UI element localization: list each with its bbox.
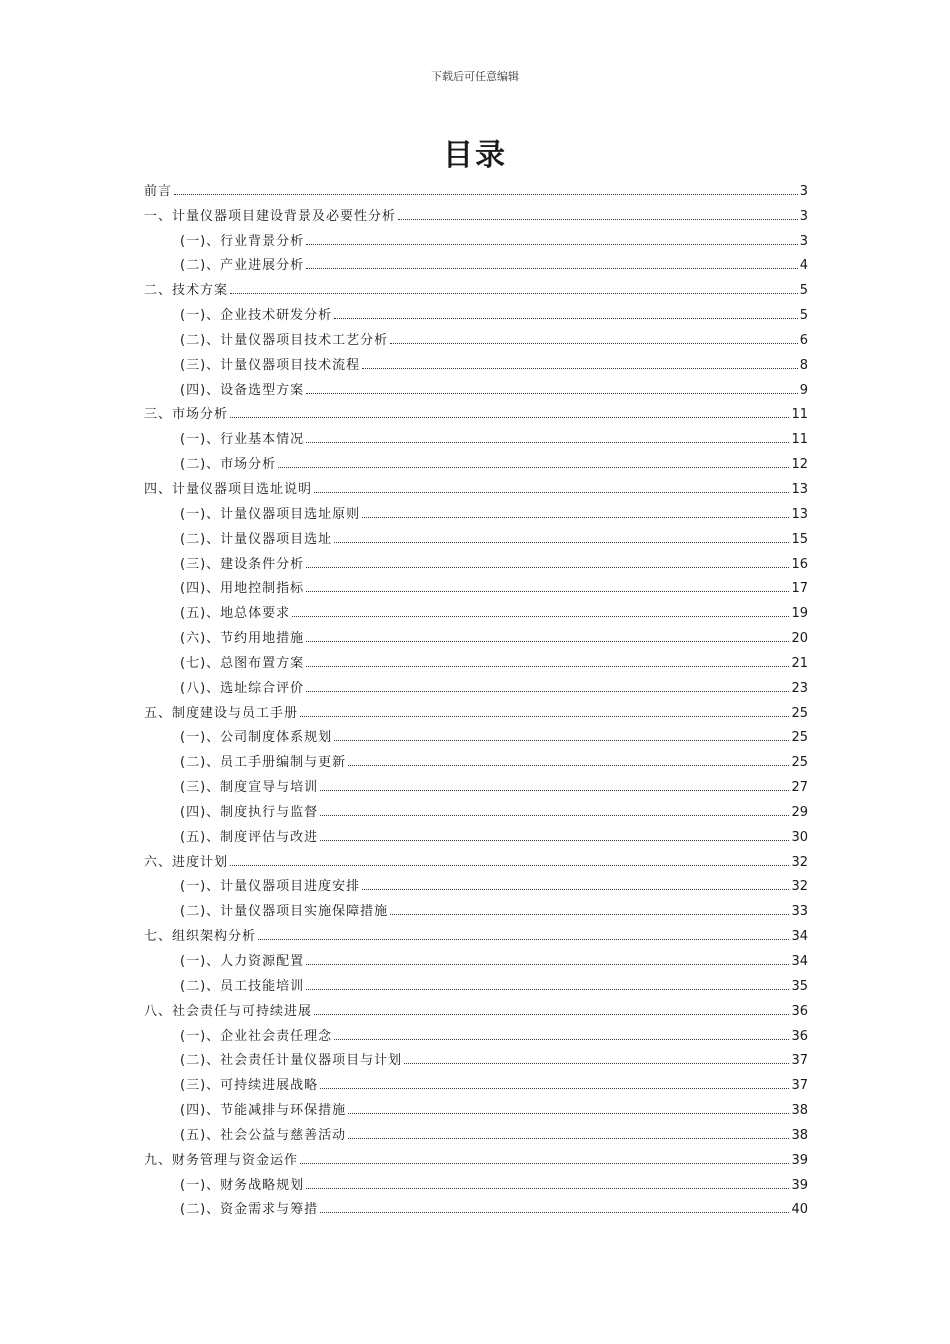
toc-entry-text: (四)、用地控制指标 — [180, 581, 305, 597]
toc-entry-page: 13 — [791, 506, 808, 522]
page-header: 下载后可任意编辑 — [431, 70, 519, 83]
toc-entry-text: (三)、可持续进展战略 — [180, 1078, 319, 1094]
toc-leader-dots — [348, 1112, 789, 1114]
toc-entry-page: 21 — [791, 655, 808, 671]
toc-entry-text: (五)、社会公益与慈善活动 — [180, 1127, 347, 1143]
toc-entry-page: 30 — [791, 829, 808, 845]
toc-entry[interactable] — [144, 870, 808, 895]
toc-leader-dots — [306, 267, 798, 269]
toc-entry-text: (一)、行业基本情况 — [180, 432, 305, 448]
toc-leader-dots — [334, 541, 789, 543]
toc-entry-text: 三、市场分析 — [144, 407, 229, 423]
toc-entry-page: 12 — [791, 457, 808, 473]
toc-entry[interactable] — [144, 547, 808, 572]
toc-entry-text: (四)、制度执行与监督 — [180, 804, 319, 820]
toc-entry-text: (一)、公司制度体系规划 — [180, 730, 333, 746]
toc-entry[interactable] — [144, 994, 808, 1019]
toc-entry[interactable] — [144, 1143, 808, 1168]
toc-entry-text: (一)、计量仪器项目选址原则 — [180, 506, 361, 522]
toc-entry[interactable] — [144, 696, 808, 721]
toc-leader-dots — [306, 243, 798, 245]
toc-entry-text: 六、进度计划 — [144, 854, 229, 870]
toc-entry-page: 34 — [791, 929, 808, 945]
toc-leader-dots — [404, 1062, 789, 1064]
toc-entry[interactable] — [144, 969, 808, 994]
toc-leader-dots — [320, 839, 789, 841]
toc-entry-page: 15 — [791, 531, 808, 547]
toc-entry-text: (五)、制度评估与改进 — [180, 829, 319, 845]
toc-entry-page: 39 — [791, 1177, 808, 1193]
toc-entry-text: (一)、人力资源配置 — [180, 954, 305, 969]
toc-entry-text: (八)、选址综合评价 — [180, 680, 305, 696]
toc-entry-page: 17 — [791, 581, 808, 597]
toc-entry-text: (一)、企业技术研发分析 — [180, 308, 333, 324]
toc-leader-dots — [306, 665, 789, 667]
toc-leader-dots — [174, 193, 798, 195]
toc-entry[interactable] — [144, 572, 808, 597]
toc-entry[interactable] — [144, 224, 808, 249]
toc-leader-dots — [390, 913, 789, 915]
toc-entry-text: 一、计量仪器项目建设背景及必要性分析 — [144, 208, 397, 224]
toc-leader-dots — [230, 416, 789, 418]
toc-entry-page: 9 — [799, 382, 808, 398]
toc-entry[interactable] — [144, 497, 808, 522]
toc-entry-text: (一)、计量仪器项目进度安排 — [180, 879, 361, 895]
toc-entry-text: 七、组织架构分析 — [144, 929, 257, 945]
toc-entry-page: 29 — [791, 804, 808, 820]
toc-entry[interactable] — [144, 1168, 808, 1193]
toc-leader-dots — [278, 466, 789, 468]
toc-leader-dots — [306, 1187, 789, 1189]
toc-leader-dots — [334, 739, 789, 741]
toc-entry-page: 4 — [799, 258, 808, 274]
toc-entry-page: 25 — [791, 705, 808, 721]
toc-leader-dots — [348, 1137, 789, 1139]
toc-entry[interactable] — [144, 745, 808, 770]
toc-leader-dots — [320, 789, 789, 791]
toc-entry-page: 5 — [799, 283, 808, 299]
toc-entry[interactable] — [144, 522, 808, 547]
toc-entry-page: 8 — [799, 357, 808, 373]
toc-leader-dots — [306, 566, 789, 568]
toc-leader-dots — [258, 938, 789, 940]
toc-entry[interactable] — [144, 373, 808, 398]
toc-entry-text: (二)、资金需求与筹措 — [180, 1202, 319, 1218]
toc-entry[interactable] — [144, 422, 808, 447]
toc-entry[interactable] — [144, 646, 808, 671]
toc-entry[interactable] — [144, 820, 808, 845]
toc-entry[interactable] — [144, 671, 808, 696]
toc-leader-dots — [334, 317, 798, 319]
toc-entry[interactable] — [144, 621, 808, 646]
toc-leader-dots — [306, 441, 789, 443]
toc-entry[interactable] — [144, 596, 808, 621]
toc-entry-text: (二)、社会责任计量仪器项目与计划 — [180, 1053, 403, 1069]
toc-entry[interactable] — [144, 721, 808, 746]
toc-entry-text: 九、财务管理与资金运作 — [144, 1152, 299, 1168]
toc-entry[interactable] — [144, 944, 808, 969]
toc-entry[interactable] — [144, 919, 808, 944]
toc-entry-text: (二)、员工技能培训 — [180, 978, 305, 994]
toc-entry[interactable] — [144, 273, 808, 298]
toc-entry-page: 6 — [799, 332, 808, 348]
toc-entry-text: (三)、计量仪器项目技术流程 — [180, 357, 361, 373]
toc-entry-page: 32 — [791, 854, 808, 870]
toc-entry-page: 3 — [799, 233, 808, 249]
toc-entry-text: (一)、财务战略规划 — [180, 1177, 305, 1193]
toc-entry[interactable] — [144, 398, 808, 423]
toc-entry-text: (三)、制度宣导与培训 — [180, 780, 319, 796]
toc-entry-text: (七)、总图布置方案 — [180, 655, 305, 671]
toc-entry-page: 11 — [791, 432, 808, 448]
toc-entry-text: (四)、设备选型方案 — [180, 382, 305, 398]
toc-title: 目录 — [443, 138, 507, 173]
toc-entry-text: (一)、企业社会责任理念 — [180, 1028, 333, 1044]
table-of-contents — [144, 174, 808, 1217]
toc-leader-dots — [348, 764, 789, 766]
toc-leader-dots — [306, 988, 789, 990]
toc-entry[interactable] — [144, 348, 808, 373]
toc-leader-dots — [390, 342, 798, 344]
toc-leader-dots — [362, 888, 789, 890]
toc-entry-page: 19 — [791, 606, 808, 622]
toc-entry-text: (二)、市场分析 — [180, 457, 277, 473]
toc-entry-page: 40 — [791, 1202, 808, 1218]
toc-entry-page: 32 — [791, 879, 808, 895]
toc-entry-text: 前言 — [144, 183, 173, 199]
toc-entry-text: 八、社会责任与可持续进展 — [144, 1003, 313, 1019]
toc-entry[interactable] — [144, 795, 808, 820]
toc-entry-text: (三)、建设条件分析 — [180, 556, 305, 572]
toc-leader-dots — [306, 640, 789, 642]
toc-entry-page: 25 — [791, 730, 808, 746]
toc-entry-text: (一)、行业背景分析 — [180, 233, 305, 249]
toc-leader-dots — [306, 690, 789, 692]
toc-leader-dots — [314, 491, 789, 493]
toc-entry[interactable] — [144, 298, 808, 323]
toc-entry-page: 23 — [791, 680, 808, 696]
toc-entry-page: 39 — [791, 1152, 808, 1168]
toc-leader-dots — [230, 864, 789, 866]
toc-entry-page: 33 — [791, 904, 808, 920]
toc-entry-page: 13 — [791, 481, 808, 497]
toc-leader-dots — [306, 963, 789, 965]
toc-entry-text: 五、制度建设与员工手册 — [144, 705, 299, 721]
toc-entry[interactable] — [144, 447, 808, 472]
toc-entry[interactable] — [144, 770, 808, 795]
toc-entry[interactable] — [144, 1093, 808, 1118]
toc-leader-dots — [362, 516, 789, 518]
toc-entry[interactable] — [144, 894, 808, 919]
toc-entry[interactable] — [144, 1193, 808, 1218]
toc-entry[interactable] — [144, 472, 808, 497]
toc-entry-text: (六)、节约用地措施 — [180, 631, 305, 647]
toc-entry[interactable] — [144, 1118, 808, 1143]
toc-entry[interactable] — [144, 1019, 808, 1044]
toc-entry-text: 二、技术方案 — [144, 283, 229, 299]
toc-entry-page: 36 — [791, 1003, 808, 1019]
toc-entry[interactable] — [144, 249, 808, 274]
toc-leader-dots — [306, 590, 789, 592]
toc-leader-dots — [306, 392, 798, 394]
toc-entry-text: 四、计量仪器项目选址说明 — [144, 481, 313, 497]
toc-leader-dots — [314, 1013, 789, 1015]
toc-entry-text: (二)、计量仪器项目实施保障措施 — [180, 904, 389, 920]
toc-entry-page: 35 — [791, 978, 808, 994]
toc-entry[interactable] — [144, 1068, 808, 1093]
toc-entry[interactable] — [144, 174, 808, 199]
toc-entry-page: 37 — [791, 1078, 808, 1094]
toc-entry-page: 3 — [799, 183, 808, 199]
toc-entry-text: (二)、员工手册编制与更新 — [180, 755, 347, 771]
toc-entry-page: 36 — [791, 1028, 808, 1044]
toc-entry-page: 38 — [791, 1127, 808, 1143]
toc-leader-dots — [292, 615, 789, 617]
toc-entry-text: (二)、产业进展分析 — [180, 258, 305, 274]
toc-entry-page: 11 — [791, 407, 808, 423]
toc-entry-page: 25 — [791, 755, 808, 771]
toc-entry-page: 34 — [791, 954, 808, 969]
toc-leader-dots — [230, 292, 798, 294]
toc-entry[interactable] — [144, 199, 808, 224]
toc-entry[interactable] — [144, 1044, 808, 1069]
toc-entry-page: 3 — [799, 208, 808, 224]
toc-entry-page: 16 — [791, 556, 808, 572]
toc-entry-text: (五)、地总体要求 — [180, 606, 291, 622]
toc-leader-dots — [300, 1162, 789, 1164]
toc-entry-page: 5 — [799, 308, 808, 324]
toc-entry-text: (二)、计量仪器项目选址 — [180, 531, 333, 547]
toc-leader-dots — [362, 367, 798, 369]
toc-leader-dots — [320, 1087, 789, 1089]
toc-leader-dots — [320, 1211, 789, 1213]
toc-leader-dots — [320, 814, 789, 816]
toc-entry-text: (二)、计量仪器项目技术工艺分析 — [180, 332, 389, 348]
toc-leader-dots — [334, 1038, 789, 1040]
toc-entry-text: (四)、节能减排与环保措施 — [180, 1103, 347, 1119]
toc-leader-dots — [398, 218, 798, 220]
toc-entry-page: 27 — [791, 780, 808, 796]
toc-entry[interactable] — [144, 845, 808, 870]
toc-entry-page: 38 — [791, 1103, 808, 1119]
toc-entry-page: 37 — [791, 1053, 808, 1069]
toc-entry-page: 20 — [791, 631, 808, 647]
toc-leader-dots — [300, 715, 789, 717]
toc-entry[interactable] — [144, 323, 808, 348]
